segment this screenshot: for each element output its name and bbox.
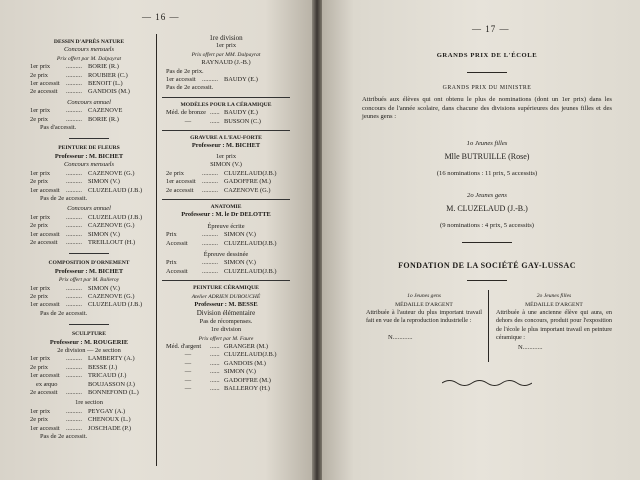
award-row: 1er accessit .......... GADOFFRE (M.)	[166, 178, 271, 186]
award-row: 2e prix .......... ROUBIER (C.)	[30, 71, 128, 79]
section-heading: ANATOMIE	[210, 203, 242, 210]
subheading: Épreuve dessinée	[203, 250, 249, 258]
award-row: — ...... CLUZELAUD(J.B.)	[184, 351, 277, 359]
award-row: 2e prix .......... CHENOUX (L.)	[30, 416, 131, 424]
award-row: 1er accessit .......... SIMON (V.)	[30, 230, 120, 238]
grands-prix-subtitle: GRANDS PRIX DU MINISTRE	[442, 85, 532, 91]
award-row: Prix .......... SIMON (V.)	[166, 231, 256, 239]
note: Pas de 2e prix.	[166, 67, 204, 75]
award-row: — ...... SIMON (V.)	[184, 368, 256, 376]
award-row: — ...... BUSSON (C.)	[184, 117, 261, 125]
award-row: Accessit .......... CLUZELAUD(J.B.)	[166, 267, 277, 275]
column-divider	[156, 34, 157, 466]
award-row: 1er prix .......... SIMON (V.)	[30, 284, 120, 292]
award-row: 1er accessit .......... BAUDY (E.)	[166, 76, 258, 84]
atelier: Atelier ADRIEN DUBOUCHÉ	[191, 293, 261, 300]
winner-name: Mlle BUTRUILLE (Rose)	[444, 152, 530, 161]
award-row: 1er accessit .......... JOSCHADE (P.)	[30, 424, 131, 432]
fondation-right	[496, 292, 612, 353]
award-row: 2e accessit .......... GANDOIS (M.)	[30, 88, 130, 96]
subheading: Concours mensuels	[64, 46, 114, 54]
award-row: 1er prix .......... BORIE (R.)	[30, 63, 119, 71]
column-divider	[488, 290, 489, 362]
page-number: — 17 —	[472, 24, 510, 34]
section-heading: GRAVURE A L'EAU-FORTE	[190, 135, 262, 142]
winner-detail: (9 nominations : 4 prix, 5 accessits)	[440, 222, 534, 229]
award-row: 2e prix .......... CLUZELAUD(J.B.)	[166, 169, 277, 177]
prize-sponsor: Prix offert par MM. Dalpayrat	[191, 51, 261, 58]
award-row: 1er prix .......... PEYGAY (A.)	[30, 407, 126, 415]
section-heading: MODÈLES POUR LA CÉRAMIQUE	[180, 101, 272, 108]
award-row: 1er accessit .......... BENOIT (L.)	[30, 80, 123, 88]
award-row: Méd. d'argent ...... GRANGER (M.)	[166, 343, 269, 350]
category-label: 1o Jeunes gens	[407, 293, 441, 299]
award-row: 1er prix .......... CAZENOVE (G.)	[30, 169, 135, 177]
professor: Professeur : M. le Dr DELOTTE	[181, 211, 271, 219]
award-row: RAYNAUD (J.-B.)	[201, 59, 251, 67]
medal-label: MÉDAILLE D'ARGENT	[525, 301, 583, 308]
ornament-divider	[442, 378, 532, 388]
book-gutter	[312, 0, 322, 480]
section-heading: DESSIN D'APRÈS NATURE	[53, 39, 125, 45]
award-row: — ...... BALLEROY (H.)	[184, 385, 270, 393]
note: Pas d'accessit.	[40, 124, 77, 132]
professor: Professeur : M. BICHET	[191, 142, 261, 150]
award-row: 1er accessit .......... CLUZELAUD (J.B.)	[30, 186, 143, 194]
note: Pas de 2e accessit.	[40, 433, 88, 441]
section-heading: PEINTURE CÉRAMIQUE	[193, 285, 259, 292]
award-row: — ...... GADOFFRE (M.)	[184, 376, 271, 384]
prize-label: 1er prix	[215, 152, 237, 160]
award-row: ex æquo BOUJASSON (J.)	[36, 380, 135, 388]
prize-sponsor: Prix offert par M. Dalpayrat	[56, 55, 122, 62]
professor: Professeur : M. BESSE	[194, 300, 258, 308]
fondation-left	[366, 292, 482, 342]
award-row: SIMON (V.)	[210, 161, 242, 169]
award-row: 2e accessit .......... TREILLOUT (H.)	[30, 238, 136, 246]
section-heading: COMPOSITION D'ORNEMENT	[48, 260, 130, 267]
winner-name: M. CLUZELAUD (J.-B.)	[446, 204, 528, 213]
blank-name: N............	[518, 344, 543, 351]
note: Pas de 2e accessit.	[40, 309, 88, 317]
subheading: Concours mensuels	[64, 161, 114, 169]
award-row: 2e prix .......... CAZENOVE (G.)	[30, 292, 135, 300]
award-row: 1er prix .......... CLUZELAUD (J.B.)	[30, 213, 143, 221]
grands-prix-title: GRANDS PRIX DE L'ÉCOLE	[436, 52, 538, 59]
section-heading: PEINTURE DE FLEURS	[58, 145, 120, 152]
subheading: Concours annuel	[67, 98, 111, 106]
award-row: Prix .......... SIMON (V.)	[166, 259, 256, 267]
award-row: Accessit .......... CLUZELAUD(J.B.)	[166, 239, 277, 247]
note: Pas de 2e accessit.	[40, 194, 88, 202]
category-label: 2o Jeunes filles	[536, 293, 572, 299]
section-heading: SCULPTURE	[72, 331, 106, 338]
jeunes-filles-label: 1o Jeunes filles	[466, 140, 508, 147]
right-column	[162, 34, 290, 393]
award-row: 2e accessit .......... BONNEFOND (L.)	[30, 389, 139, 397]
subheading: Concours annuel	[67, 205, 111, 213]
award-row: 1er accessit .......... CLUZELAUD (J.B.)	[30, 301, 143, 309]
award-row: 2e accessit .......... CAZENOVE (G.)	[166, 186, 271, 194]
award-row: 2e prix .......... SIMON (V.)	[30, 178, 120, 186]
note: Pas de récompenses.	[199, 317, 253, 325]
award-row: 2e prix .......... BESSE (J.)	[30, 363, 118, 371]
award-description: Attribuée à l'auteur du plus important travail fait en vue de la reproduction industrielle :	[366, 309, 482, 325]
division-label: 2e division — 2e section	[57, 347, 121, 354]
professor: Professeur : M. BICHET	[54, 152, 124, 160]
division-label: 1re division	[209, 34, 243, 42]
winner-detail: (16 nominations : 11 prix, 5 accessits)	[436, 170, 538, 177]
award-row: 2e prix .......... CAZENOVE (G.)	[30, 222, 135, 230]
award-row: 2e prix .......... BORIE (R.)	[30, 115, 119, 123]
right-page	[322, 0, 640, 480]
subheading: Épreuve écrite	[207, 222, 245, 230]
award-row: Méd. de bronze ...... BAUDY (E.)	[166, 109, 258, 117]
note: Pas de 2e accessit.	[166, 84, 214, 92]
left-column	[26, 38, 152, 441]
grands-prix-description: Attribués aux élèves qui ont obtenu le plus de nominations (dont un 1er prix) dans les concours de l'année scolaire, dans chacune des divisions supérieures des jeunes filles et des jeunes gens :	[362, 96, 612, 121]
division-label: Division élémentaire	[196, 309, 256, 318]
blank-name: N............	[388, 333, 413, 341]
professor: Professeur : M. BICHET	[54, 267, 124, 275]
award-row: 1er prix .......... LAMBERTY (A.)	[30, 355, 135, 363]
prize-sponsor: Prix offert par M. Faure	[198, 335, 254, 342]
page-number: — 16 —	[142, 12, 180, 22]
prize-label: 1er prix	[215, 42, 237, 50]
award-description: Attribuée à une ancienne élève qui aura, en dehors des concours, produit pour l'exposition de l'école le plus important travail en peinture céramique :	[496, 309, 612, 341]
medal-label: MÉDAILLE D'ARGENT	[395, 301, 453, 308]
award-row: 1er prix .......... CAZENOVE	[30, 107, 123, 115]
professor: Professeur : M. ROUGERIE	[49, 338, 129, 346]
fondation-title: FONDATION DE LA SOCIÉTÉ GAY-LUSSAC	[398, 261, 576, 270]
jeunes-gens-label: 2o Jeunes gens	[467, 192, 507, 199]
division-label: 1re division	[210, 326, 242, 334]
division-label: 1re section	[75, 399, 103, 407]
award-row: — ...... GANDOIS (M.)	[184, 359, 266, 367]
prize-sponsor: Prix offert par M. Balleroy	[58, 277, 120, 284]
left-page	[0, 0, 312, 480]
award-row: 1er accessit .......... TRICAUD (J.)	[30, 372, 127, 380]
